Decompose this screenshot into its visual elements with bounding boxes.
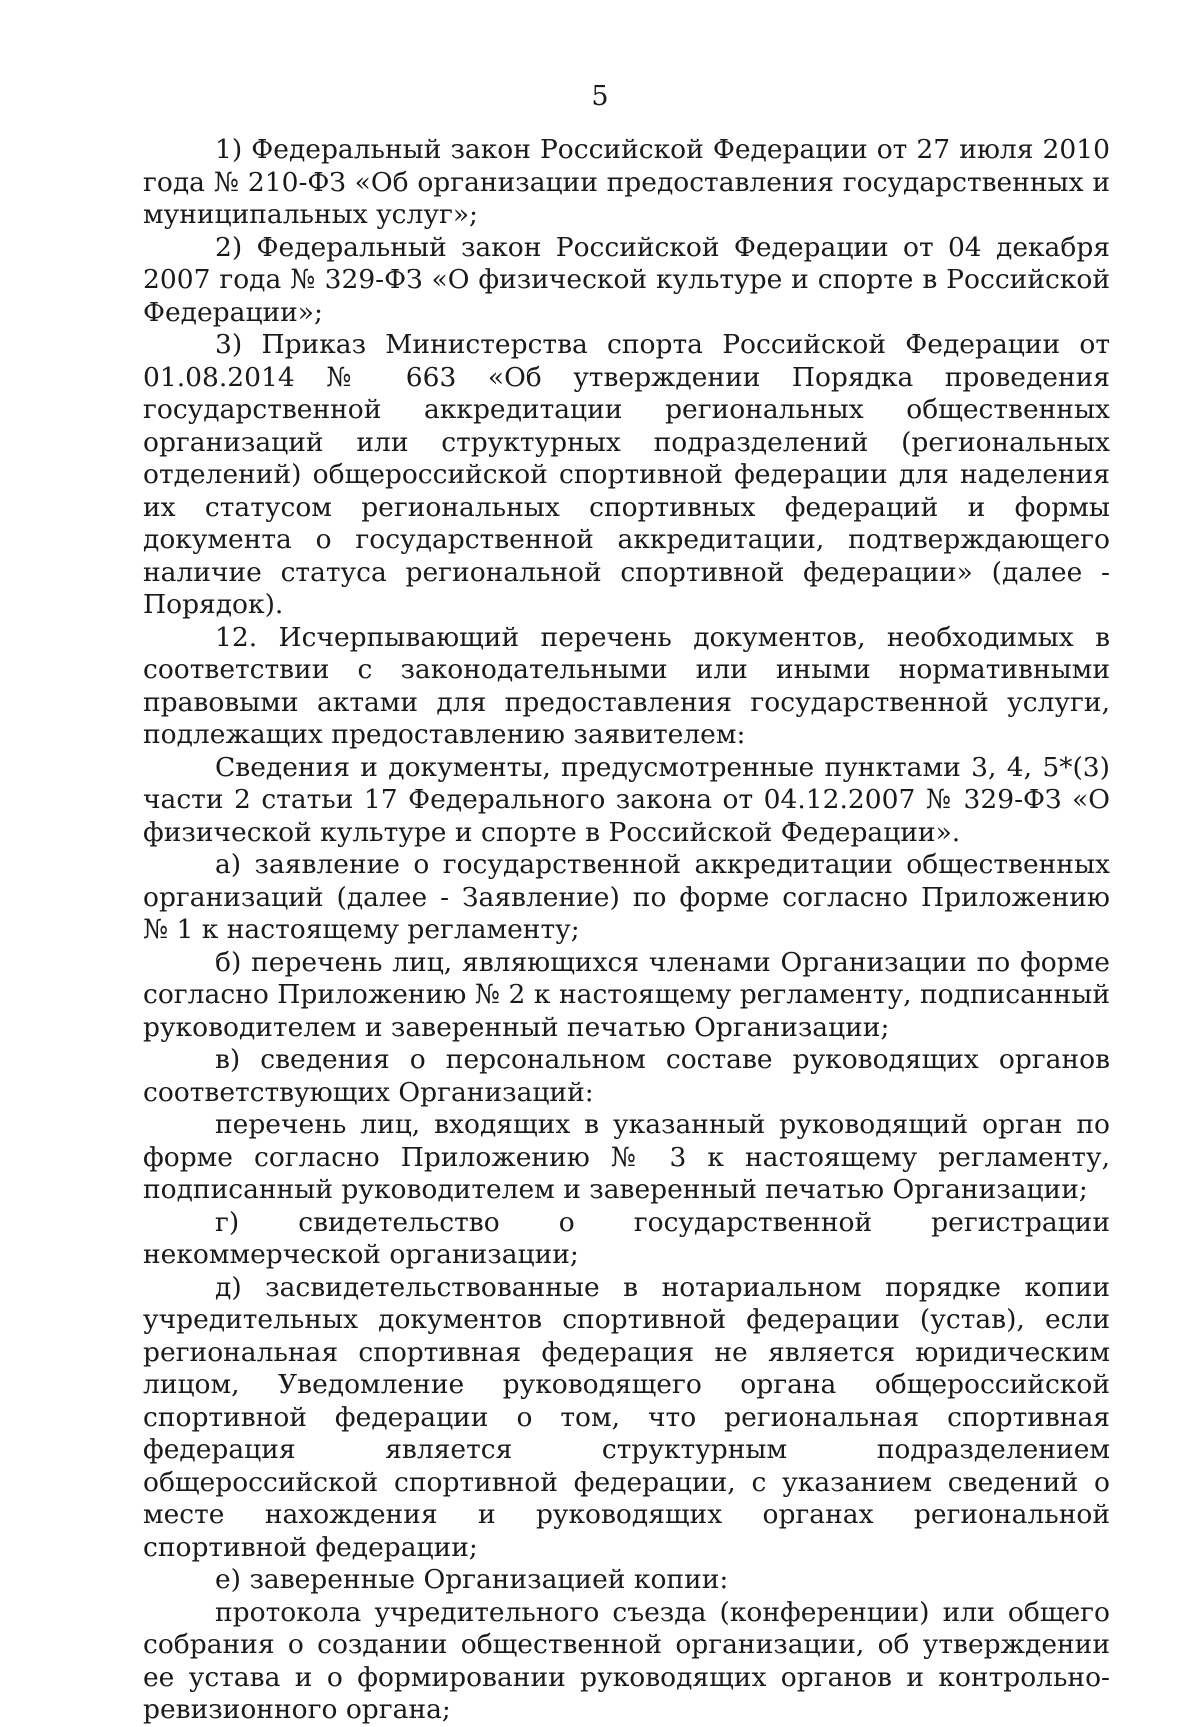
- paragraph-item-g: г) свидетельство о государственной регистрации некоммерческой организации;: [143, 1206, 1110, 1270]
- document-body: [143, 134, 1110, 1727]
- paragraph-item-a: а) заявление о государственной аккредитации общественных организаций (далее - Заявление) по форме согласно Приложению № 1 к настоящему регламенту;: [143, 849, 1110, 945]
- paragraph-item-b: б) перечень лиц, являющихся членами Организации по форме согласно Приложению № 2 к настоящему регламенту, подписанный руководителем и заверенный печатью Организации;: [143, 946, 1110, 1043]
- paragraph-section-12: 12. Исчерпывающий перечень документов, необходимых в соответствии с законодательными или иными нормативными правовыми актами для предоставления государственной услуги, подлежащих предоставлению заявителем:: [143, 621, 1110, 750]
- paragraph-item-e: е) заверенные Организацией копии:: [215, 1564, 729, 1595]
- paragraph-item-d: д) засвидетельствованные в нотариальном порядке копии учредительных документов спортивной федерации (устав), если региональная спортивная федерация не является юридическим лицом, Уведомление руководящего органа общероссийской спортивной федерации о том, что региональная спортивная федерация является структурным подразделением общероссийской спортивной федерации, с указанием сведений о месте нахождения и руководящих органах региональной спортивной федерации;: [143, 1271, 1110, 1563]
- paragraph-item-v: в) сведения о персональном составе руководящих органов соответствующих Организаций:: [143, 1044, 1110, 1108]
- paragraph-governing-body-list: перечень лиц, входящих в указанный руководящий орган по форме согласно Приложению № 3 к настоящему регламенту, подписанный руководителем и заверенный печатью Организации;: [143, 1109, 1110, 1205]
- page-number: 5: [591, 81, 609, 112]
- paragraph-law-210: 1) Федеральный закон Российской Федерации от 27 июля 2010 года № 210-ФЗ «Об организации предоставления государственных и муниципальных услуг»;: [143, 134, 1110, 230]
- paragraph-info-and-documents: Сведения и документы, предусмотренные пунктами 3, 4, 5*(3) части 2 статьи 17 Федерального закона от 04.12.2007 № 329-ФЗ «О физической культуре и спорте в Российской Федерации».: [143, 751, 1110, 848]
- paragraph-protocol: протокола учредительного съезда (конференции) или общего собрания о создании общественной организации, об утверждении ее устава и о формировании руководящих органов и контрольно-ревизионного органа;: [143, 1596, 1110, 1725]
- paragraph-order-663: 3) Приказ Министерства спорта Российской Федерации от 01.08.2014 № 663 «Об утверждении Порядка проведения государственной аккредитации региональных общественных организаций или структурных подразделений (региональных отделений) общероссийской спортивной федерации для наделения их статусом региональных спортивных федераций и формы документа о государственной аккредитации, подтверждающего наличие статуса региональной спортивной федерации» (далее - Порядок).: [143, 329, 1110, 620]
- paragraph-law-329: 2) Федеральный закон Российской Федерации от 04 декабря 2007 года № 329-ФЗ «О физической культуре и спорте в Российской Федерации»;: [143, 231, 1110, 328]
